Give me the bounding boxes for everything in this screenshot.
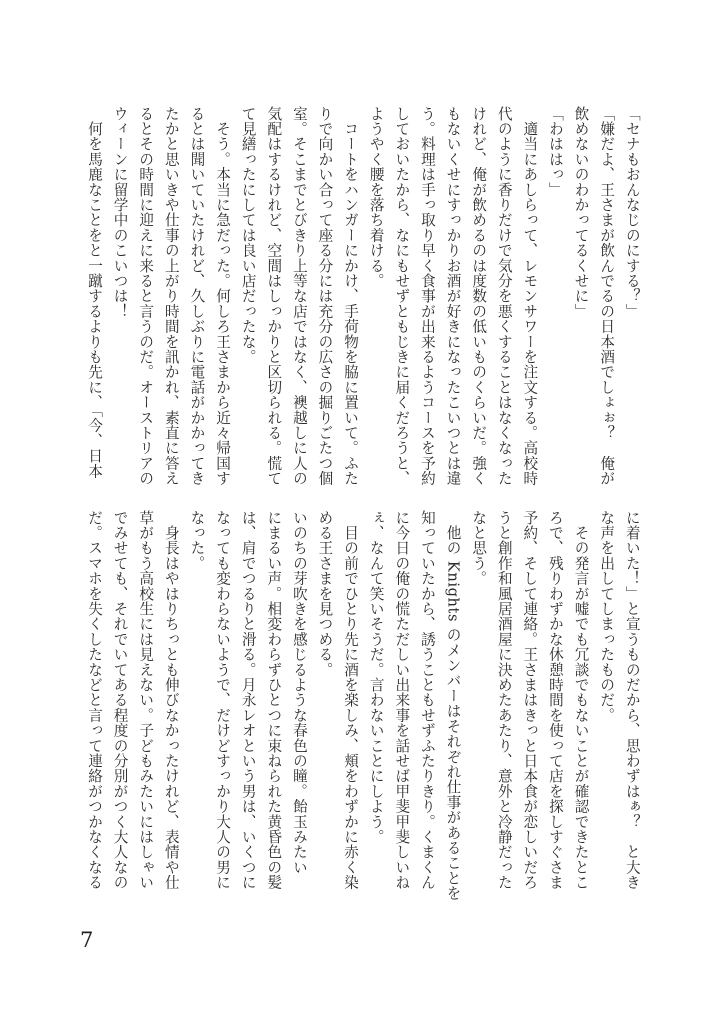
text-line: しておいたから、なにもせずともじきに届くだろうと、 [393, 106, 411, 486]
text-line: けれど、俺が飲めるのは度数の低いものくらいだ。強く [470, 106, 488, 486]
text-line: その発言が嘘でも冗談でもないことが確認できたとこ [572, 510, 590, 890]
text-line: なった。 [188, 510, 206, 571]
text-line: に着いた！」と宣うものだから、思わずはぁ？ と大き [623, 510, 641, 890]
text-line: 代のように香りだけで気分を悪くすることはなくなった [495, 106, 513, 486]
text-line: ぇ、なんて笑いそうだ。言わないことにしよう。 [367, 510, 385, 845]
text-line: 他の Knights のメンバーはそれぞれ仕事があることを [444, 510, 462, 901]
text-block-upper [83, 106, 643, 496]
text-line: 室。そこまでとびきり上等な店ではなく、襖越しに人の [290, 106, 308, 486]
text-line: そう。本当に急だった。何しろ王さまから近々帰国す [214, 106, 232, 486]
text-line: 身長はやはりちっとも伸びなかったけれど、表情や仕 [162, 510, 180, 890]
text-line: 何を馬鹿なことをと一蹴するよりも先に、「今、日本 [86, 106, 103, 479]
text-line: るとその時間に迎えに来ると言うのだ。オーストリアの [137, 106, 155, 486]
text-block-lower [83, 510, 643, 905]
text-line: める王さまを見つめる。 [316, 510, 334, 678]
text-line: う。料理は手っ取り早く食事が出来るようコースを予約 [418, 106, 436, 486]
text-line: にまるい声。相変わらずひとつに束ねられた黄昏色の髪 [265, 510, 283, 890]
text-line: うと創作和風居酒屋に決めたあたり、意外と冷静だった [495, 510, 513, 890]
text-line: なと思う。 [470, 510, 488, 586]
text-line: なっても変わらないようで、だけどすっかり大人の男に [214, 510, 232, 890]
text-line: て見繕ったにしては良い店だったな。 [239, 106, 257, 365]
text-line: ろで、残りわずかな休憩時間を使って店を探しすぐさま [546, 510, 564, 890]
text-line: 予約、そして連絡。王さまはきっと日本食が恋しいだろ [521, 510, 539, 890]
text-line: るとは聞いていたけれど、久しぶりに電話がかかってき [188, 106, 206, 486]
text-line: 気配はするけれど、空間はしっかりと区切られる。慌て [265, 106, 283, 486]
text-line: 飲めないのわかってるくせに」 [572, 106, 590, 319]
text-line: 草がもう高校生には見えない。子どもみたいにはしゃい [137, 510, 155, 890]
text-line: 目の前でひとり先に酒を楽しみ、頬をわずかに赤く染 [342, 510, 360, 890]
text-line: 「わははっ」 [546, 106, 564, 198]
text-line: たかと思いきや仕事の上がり時間を訊かれ、素直に答え [162, 106, 180, 486]
text-line: コートをハンガーにかけ、手荷物を脇に置いて。ふた [342, 106, 360, 486]
text-line: 「セナもおんなじのにする？」 [623, 106, 641, 319]
text-line: ウィーンに留学中のこいつは！ [111, 106, 129, 319]
text-line: いのちの芽吹きを感じるような春色の瞳。飴玉みたい [290, 510, 308, 875]
text-line: でみせても、それでいてある程度の分別がつく大人なの [111, 510, 129, 890]
page-number: 7 [80, 928, 94, 952]
text-line: 知っていたから、誘うこともせずふたりきり。くまくん [418, 510, 436, 890]
text-line: な声を出してしまったものだ。 [598, 510, 616, 723]
text-line: は、肩でつるりと滑る。月永レオという男は、いくつに [239, 510, 257, 890]
text-line: ようやく腰を落ち着ける。 [367, 106, 385, 289]
text-line: 「嫌だよ、王さまが飲んでるの日本酒でしょぉ？ 俺が [598, 106, 616, 486]
text-line: だ。スマホを失くしたなどと言って連絡がつかなくなる [86, 510, 103, 890]
text-line: に今日の俺の慌ただしい出来事を話せば甲斐甲斐しいね [393, 510, 411, 890]
text-line: 適当にあしらって、レモンサワーを注文する。高校時 [521, 106, 539, 486]
text-line: もないくせにすっかりお酒が好きになったこいつとは違 [444, 106, 462, 486]
text-line: りで向かい合って座る分には充分の広さの掘りごたつ個 [316, 106, 334, 486]
